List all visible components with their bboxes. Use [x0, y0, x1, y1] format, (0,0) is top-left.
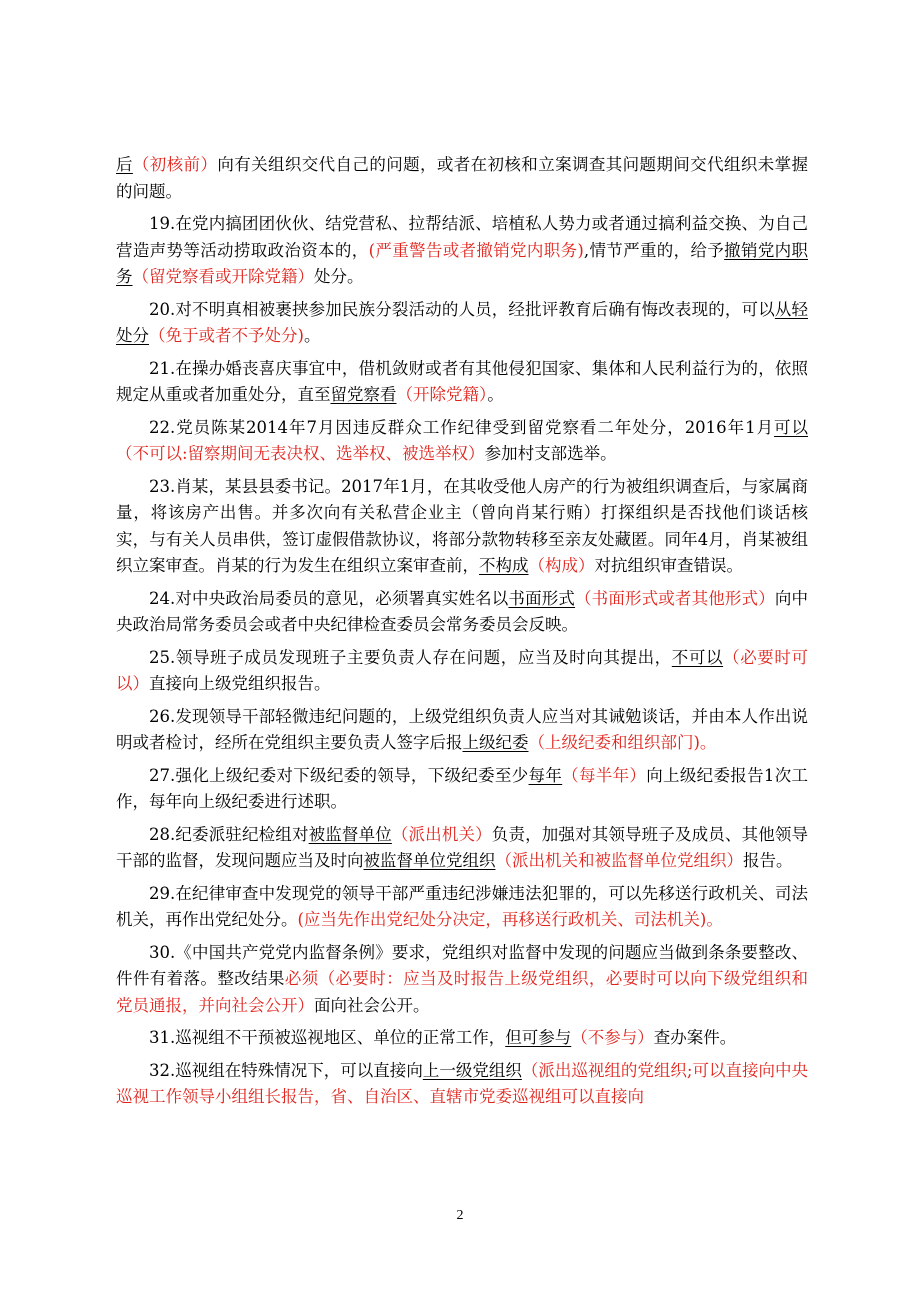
- paragraph: [116, 211, 808, 291]
- answer-text: （免于或者不予处分): [149, 326, 304, 345]
- text-segment: 24.对中央政治局委员的意见，必须署真实姓名以: [149, 588, 509, 608]
- text-segment: 20.对不明真相被裹挟参加民族分裂活动的人员，经批评教育后确有悔改表现的，可以: [149, 299, 775, 319]
- answer-text: （派出机关和被监督单位党组织）: [495, 851, 743, 870]
- paragraph: [116, 940, 808, 1020]
- answer-text: （不参与）: [571, 1028, 654, 1047]
- underlined-text: 上级纪委: [462, 733, 529, 752]
- paragraph: [116, 415, 808, 468]
- paragraph: [116, 1025, 808, 1052]
- underlined-text: 上一级党组织: [422, 1060, 522, 1080]
- underlined-text: 留党察看: [330, 385, 397, 404]
- text-segment: 32.巡视组在特殊情况下，可以直接向: [149, 1060, 423, 1080]
- underlined-text: 不构成: [479, 556, 529, 575]
- text-segment: 报告。: [743, 851, 793, 870]
- document-body: [116, 152, 808, 1117]
- page-number: 2: [456, 1208, 464, 1223]
- underlined-text: 从轻处分: [116, 299, 808, 345]
- paragraph: [116, 645, 808, 698]
- text-segment: 面向社会公开。: [314, 995, 430, 1015]
- answer-text: (严重警告或者撤销党内职务): [368, 240, 584, 260]
- underlined-text: 不可以: [671, 647, 724, 667]
- paragraph: [116, 881, 808, 934]
- underlined-text: 被监督单位: [308, 824, 392, 844]
- paragraph: [116, 356, 808, 409]
- text-segment: 30.《中国共产党党内监督条例》要求，党组织对监督中发现的问题应当做到条条要整改、件件有着落。整改结果: [116, 942, 808, 988]
- answer-text: （初核前）: [132, 155, 218, 174]
- answer-text: （必要时可以）: [116, 647, 808, 693]
- text-segment: 23.肖某，某县县委书记。2017年1月，在其收受他人房产的行为被组织调查后，与家属商量，将该房产出售。并多次向有关私营企业主（曾向肖某行贿）打探组织是否找他们谈话核实，与有关人员串供，签订虚假借款协议，将部分款物转移至亲友处藏匿。同年4月，肖某被组织立案审查。肖某的行为发生在组织立案审查前，: [116, 476, 808, 575]
- text-segment: 参加村支部选举。: [484, 444, 617, 463]
- answer-text: （开除党籍）: [396, 385, 488, 404]
- answer-text: 必须（必要时：应当及时报告上级党组织，必要时可以向下级党组织和党员通报，并向社会公开）: [116, 969, 808, 1015]
- answer-text: （构成）: [528, 556, 595, 575]
- text-segment: 25.领导班子成员发现班子主要负责人存在问题，应当及时向其提出，: [149, 647, 672, 667]
- paragraph: [116, 586, 808, 639]
- text-segment: 向中央政治局常务委员会或者中央纪律检查委员会常务委员会反映。: [116, 588, 809, 634]
- text-segment: 27.强化上级纪委对下级纪委的领导，下级纪委至少: [149, 765, 529, 785]
- text-segment: 负责，加强对其领导班子及成员、其他领导干部的监督，发现问题应当及时向: [116, 824, 809, 870]
- text-segment: 。: [303, 326, 321, 345]
- text-segment: 22.党员陈某2014年7月因违反群众工作纪律受到留党察看二年处分，2016年1月: [149, 417, 775, 437]
- answer-text: （派出巡视组的党组织;可以直接向中央巡视工作领导小组组长报告，省、自治区、直辖市党委巡视组可以直接向: [116, 1060, 809, 1106]
- text-segment: 处分。: [314, 267, 364, 286]
- answer-text: （不可以:留察期间无表决权、选举权、被选举权）: [116, 444, 485, 463]
- underlined-text: 但可参与: [505, 1028, 572, 1047]
- text-segment: ,情节严重的，给予: [583, 240, 725, 260]
- paragraph: [116, 763, 808, 816]
- text-segment: 28.纪委派驻纪检组对: [149, 824, 309, 844]
- answer-text: （书面形式或者其他形式）: [575, 588, 775, 608]
- answer-text: （每半年）: [562, 765, 647, 785]
- paragraph: [116, 704, 808, 757]
- text-segment: 向有关组织交代自己的问题，或者在初核和立案调查其问题期间交代组织未掌握的问题。: [116, 155, 809, 201]
- text-segment: 31.巡视组不干预被巡视地区、单位的正常工作，: [149, 1028, 506, 1047]
- underlined-text: 每年: [528, 765, 563, 785]
- paragraph: [116, 822, 808, 875]
- paragraph: [116, 152, 808, 205]
- text-segment: 。: [487, 385, 504, 404]
- text-segment: 19.在党内搞团团伙伙、结党营私、拉帮结派、培植私人势力或者通过搞利益交换、为自己营造声势等活动捞取政治资本的，: [116, 214, 808, 260]
- paragraph: [116, 297, 808, 350]
- underlined-text: 书面形式: [508, 588, 576, 608]
- answer-text: (应当先作出党纪处分决定，再移送行政机关、司法机关)。: [297, 910, 723, 929]
- underlined-text: 被监督单位党组织: [363, 851, 496, 870]
- paragraph: [116, 474, 808, 580]
- paragraph: [116, 1058, 808, 1111]
- text-segment: 29.在纪律审查中发现党的领导干部严重违纪涉嫌违法犯罪的，可以先移送行政机关、司法机关，再作出党纪处分。: [116, 883, 808, 929]
- text-segment: 直接向上级党组织报告。: [149, 674, 331, 693]
- answer-text: （上级纪委和组织部门)。: [528, 733, 717, 752]
- answer-text: （留党察看或开除党籍）: [132, 267, 314, 286]
- text-segment: 查办案件。: [653, 1028, 737, 1047]
- underlined-text: 可以: [774, 417, 809, 437]
- text-segment: 26.发现领导干部轻微违纪问题的，上级党组织负责人应当对其诫勉谈话，并由本人作出说明或者检讨，经所在党组织主要负责人签字后报: [116, 706, 808, 752]
- text-segment: 21.在操办婚丧喜庆事宜中，借机敛财或者有其他侵犯国家、集体和人民利益行为的，依照规定从重或者加重处分，直至: [116, 358, 808, 404]
- underlined-text: 后: [116, 155, 133, 174]
- text-segment: 向上级纪委报告1次工作，每年向上级纪委进行述职。: [116, 765, 808, 811]
- underlined-text: 撤销党内职务: [116, 240, 809, 286]
- answer-text: （派出机关）: [391, 824, 492, 844]
- text-segment: 对抗组织审查错误。: [594, 556, 743, 575]
